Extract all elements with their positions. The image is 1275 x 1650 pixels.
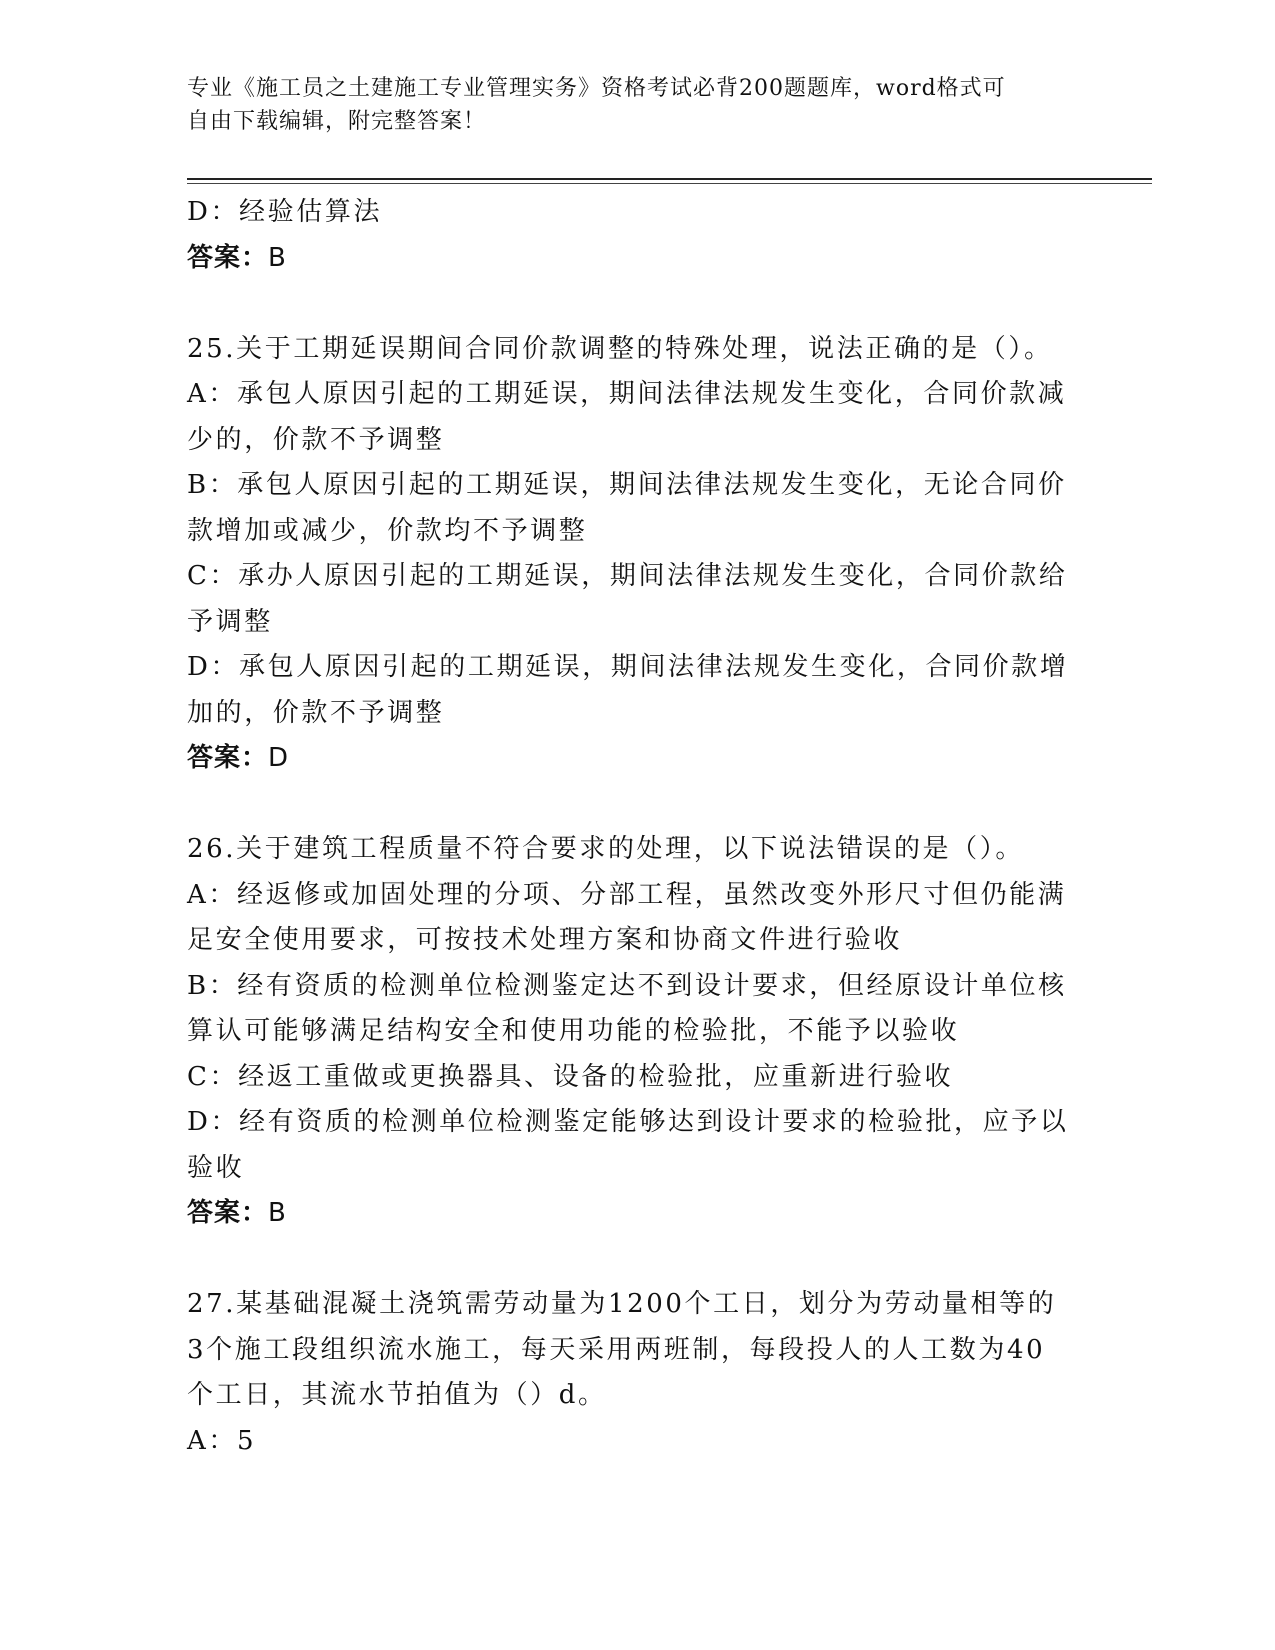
- answer-line: [187, 1191, 1077, 1237]
- option-a: A：经返修或加固处理的分项、分部工程，虽然改变外形尺寸但仍能满: [187, 879, 1067, 910]
- question-27: [187, 1282, 1077, 1464]
- option-a-cont: 少的，价款不予调整: [187, 424, 445, 455]
- option-a: A：5: [187, 1425, 257, 1456]
- option-d: D：承包人原因引起的工期延误，期间法律法规发生变化，合同价款增: [187, 652, 1069, 682]
- option-d-cont: 加的，价款不予调整: [187, 697, 445, 728]
- option-c: C：经返工重做或更换器具、设备的检验批，应重新进行验收: [187, 1061, 954, 1092]
- question-25: [187, 327, 1077, 782]
- option-b-cont: 款增加或减少，价款均不予调整: [187, 515, 588, 546]
- header-line-2: 自由下载编辑，附完整答案！: [187, 109, 487, 134]
- question-26: [187, 827, 1077, 1237]
- document-header: [187, 72, 1067, 138]
- header-divider-thin: [187, 183, 1152, 184]
- question-stem: 27.某基础混凝土浇筑需劳动量为1200个工日，划分为劳动量相等的: [187, 1289, 1057, 1319]
- answer-value: B: [268, 242, 287, 273]
- answer-value: B: [268, 1198, 287, 1228]
- header-divider-thick: [187, 178, 1152, 180]
- option-c-cont: 予调整: [187, 606, 273, 637]
- option-a: A：承包人原因引起的工期延误，期间法律法规发生变化，合同价款减: [187, 379, 1067, 409]
- document-body: [187, 190, 1077, 1464]
- option-d-cont: 验收: [187, 1152, 245, 1183]
- option-b: B：经有资质的检测单位检测鉴定达不到设计要求，但经原设计单位核: [187, 970, 1067, 1001]
- spacer: [187, 782, 1077, 828]
- answer-value: D: [268, 743, 290, 773]
- answer-label: 答案：: [187, 242, 269, 273]
- spacer: [187, 1237, 1077, 1283]
- header-line-1: 专业《施工员之土建施工专业管理实务》资格考试必背200题题库，word格式可: [187, 76, 1006, 101]
- answer-label: 答案：: [187, 743, 269, 773]
- spacer: [187, 281, 1077, 327]
- answer-line: [187, 236, 1077, 282]
- option-d: D：经有资质的检测单位检测鉴定能够达到设计要求的检验批，应予以: [187, 1107, 1069, 1137]
- question-stem: 25.关于工期延误期间合同价款调整的特殊处理，说法正确的是（）。: [187, 333, 1053, 364]
- option-c: C：承办人原因引起的工期延误，期间法律法规发生变化，合同价款给: [187, 561, 1068, 591]
- option-d: D：经验估算法: [187, 197, 383, 227]
- question-stem: 26.关于建筑工程质量不符合要求的处理，以下说法错误的是（）。: [187, 834, 1024, 864]
- answer-label: 答案：: [187, 1198, 269, 1228]
- option-b-cont: 算认可能够满足结构安全和使用功能的检验批，不能予以验收: [187, 1016, 960, 1046]
- answer-line: [187, 736, 1077, 782]
- option-b: B：承包人原因引起的工期延误，期间法律法规发生变化，无论合同价: [187, 470, 1067, 500]
- question-stem-cont: 3个施工段组织流水施工，每天采用两班制，每段投人的人工数为40: [187, 1334, 1046, 1365]
- option-a-cont: 足安全使用要求，可按技术处理方案和协商文件进行验收: [187, 925, 903, 955]
- question-stem-cont: 个工日，其流水节拍值为（）d。: [187, 1380, 607, 1410]
